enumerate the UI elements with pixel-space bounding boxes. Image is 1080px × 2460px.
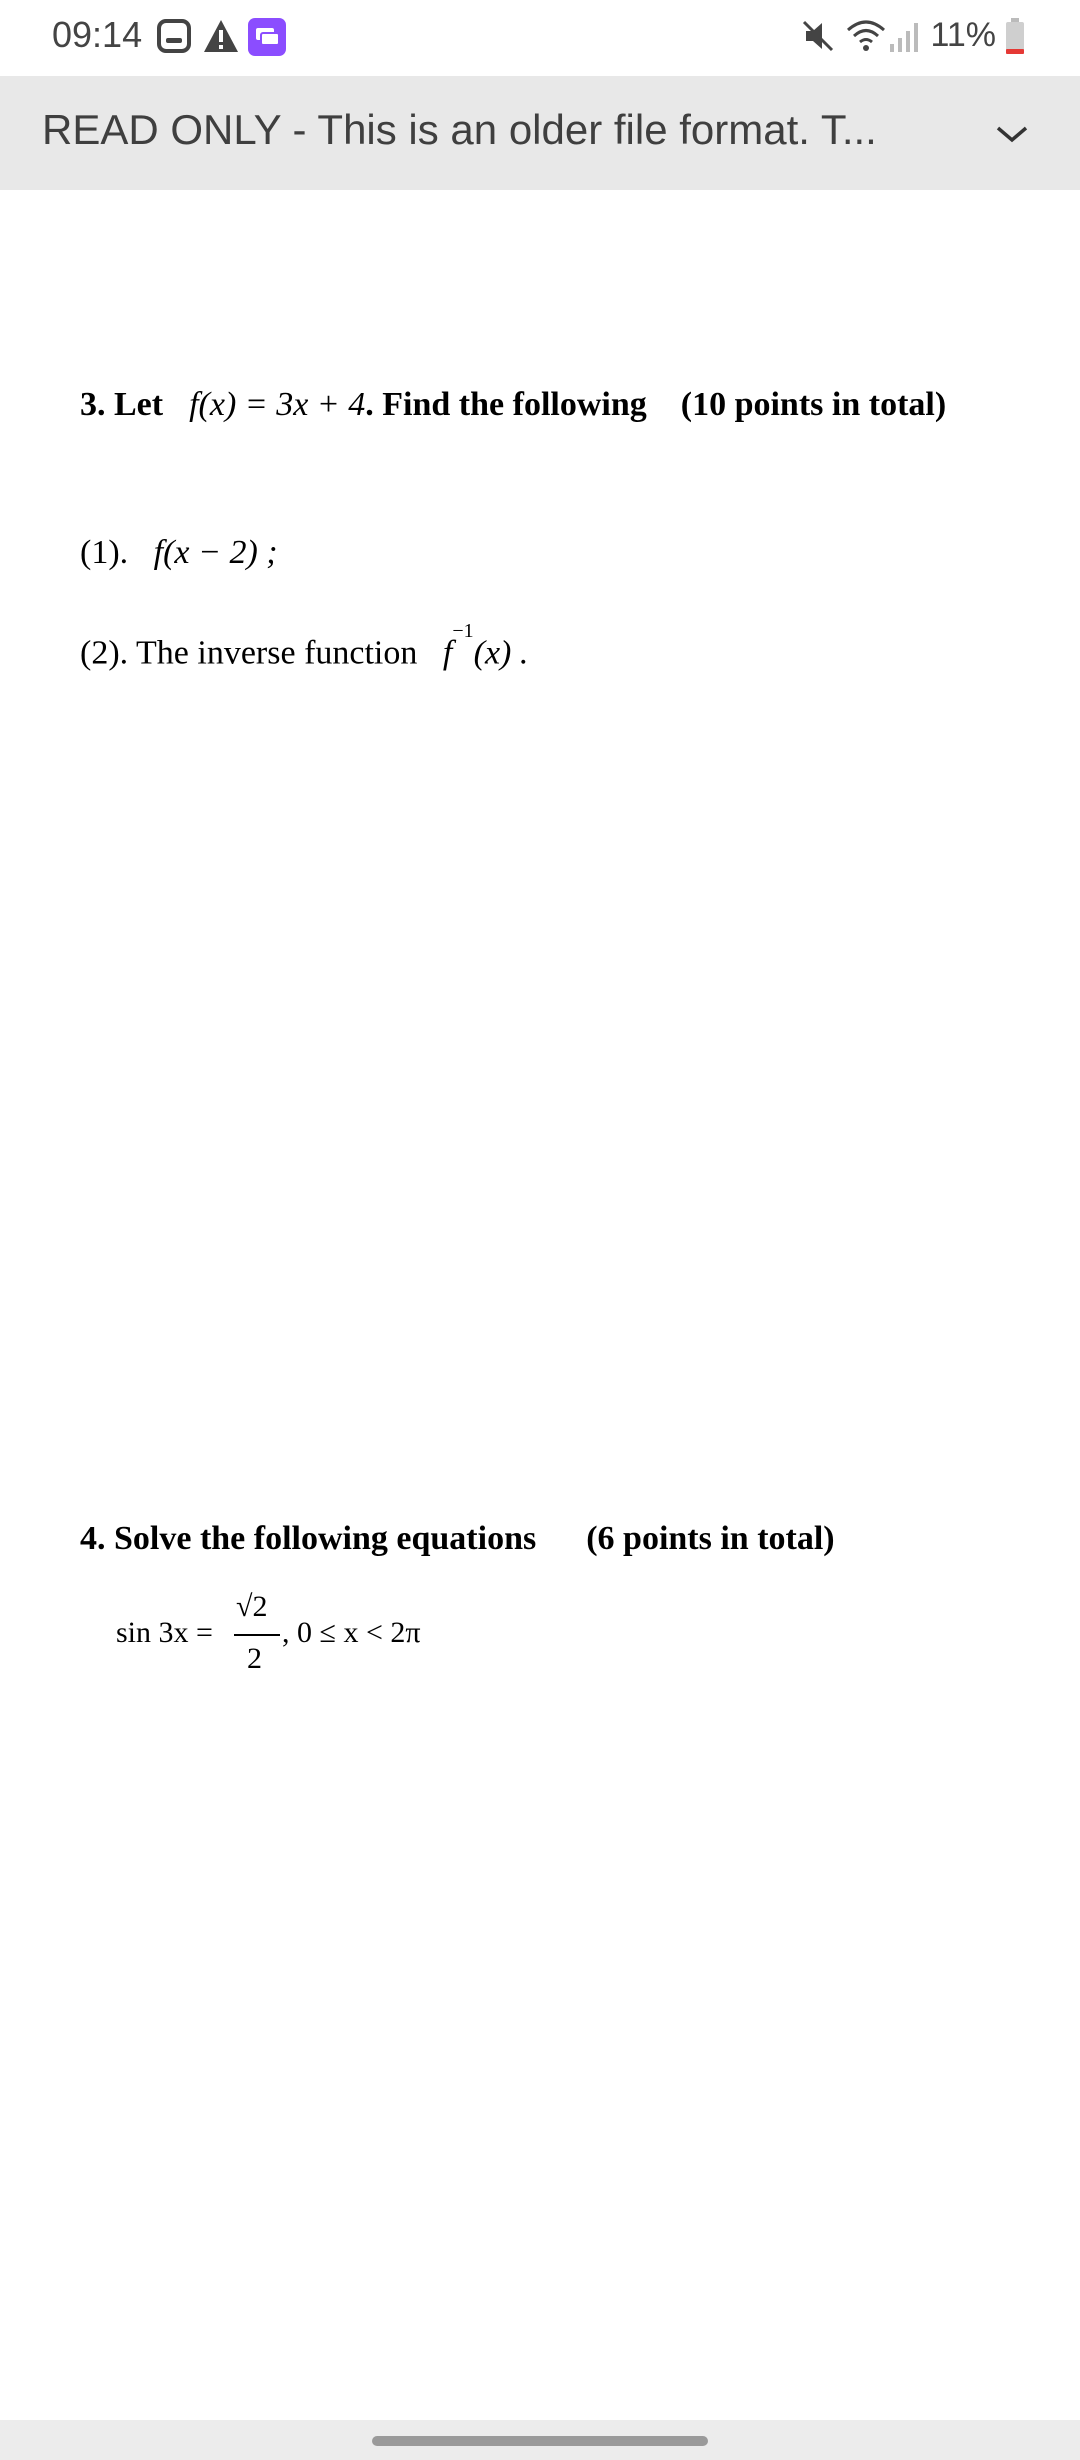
battery-low-icon bbox=[1004, 18, 1026, 56]
question-4-label: 4. Solve the following equations bbox=[80, 1520, 537, 1557]
inverse-function-arg: (x) . bbox=[473, 634, 529, 672]
part-1-label: (1). bbox=[80, 534, 129, 571]
question-4-points: (6 points in total) bbox=[586, 1520, 835, 1557]
question-3-part-2 bbox=[80, 620, 529, 672]
warning-icon bbox=[202, 18, 240, 54]
document-page bbox=[0, 190, 1080, 2420]
inverse-superscript: −1 bbox=[452, 620, 474, 642]
mute-icon bbox=[800, 18, 836, 54]
part-2-label: (2). The inverse function bbox=[80, 634, 418, 672]
status-time: 09:14 bbox=[52, 14, 143, 55]
part-1-expression: f(x − 2) ; bbox=[153, 534, 278, 571]
wifi-icon bbox=[846, 18, 886, 54]
fraction-numerator: √2 bbox=[236, 1590, 268, 1623]
battery-percent: 11% bbox=[930, 16, 996, 54]
status-bar bbox=[0, 0, 1080, 76]
read-only-banner-text: READ ONLY - This is an older file format. T... bbox=[42, 106, 877, 153]
navigation-bar bbox=[0, 2420, 1080, 2460]
read-only-banner[interactable] bbox=[0, 76, 1080, 190]
fraction-denominator: 2 bbox=[247, 1642, 262, 1675]
equation-domain: , 0 ≤ x < 2π bbox=[282, 1616, 421, 1649]
chevron-down-icon[interactable] bbox=[994, 120, 1030, 148]
equation-lhs: sin 3x = bbox=[116, 1616, 213, 1649]
function-definition: f(x) = 3x + 4 bbox=[189, 386, 366, 423]
screen-record-icon bbox=[156, 18, 192, 54]
chat-app-icon bbox=[248, 18, 286, 56]
question-3-part-1 bbox=[80, 534, 278, 572]
inverse-function-f: f bbox=[442, 634, 453, 672]
fraction-bar bbox=[234, 1634, 280, 1636]
signal-icon bbox=[888, 18, 924, 54]
question-3-label: 3. Let bbox=[80, 386, 164, 423]
home-gesture-handle[interactable] bbox=[372, 2436, 708, 2446]
question-3-instruction: . Find the following bbox=[365, 386, 647, 423]
question-4-heading bbox=[80, 1520, 835, 1558]
question-3-points: (10 points in total) bbox=[680, 386, 947, 423]
question-3-heading bbox=[80, 386, 946, 424]
